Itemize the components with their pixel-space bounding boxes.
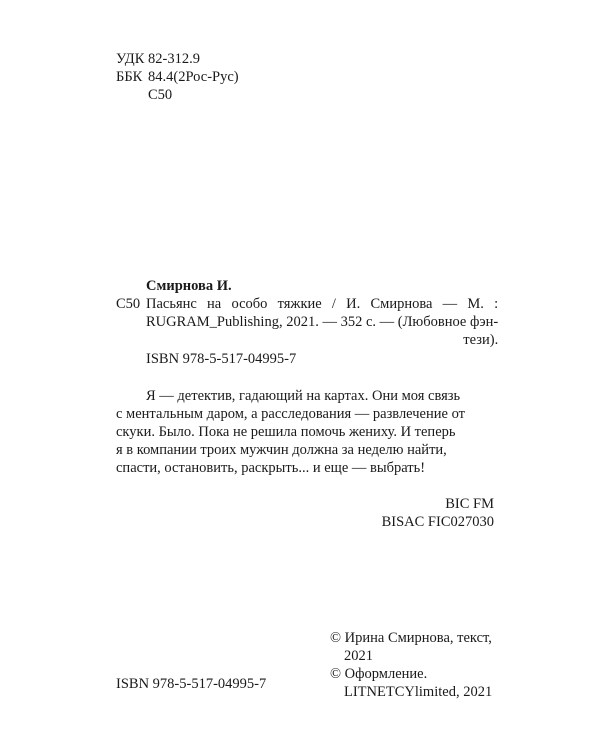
bbk-row: [116, 68, 239, 86]
entry-line: RUGRAM_Publishing, 2021. — 352 с. — (Любовное фэн-: [146, 314, 499, 330]
udk-row: [116, 50, 239, 68]
isbn-bottom: ISBN 978-5-517-04995-7: [116, 676, 267, 692]
author-mark: С50: [148, 87, 173, 103]
annotation-line: я в компании троих мужчин должна за неделю найти,: [116, 442, 447, 458]
annotation-line: скуки. Было. Пока не решила помочь жениху. И теперь: [116, 424, 456, 440]
udk-value: 82-312.9: [148, 51, 200, 67]
entry-description: [146, 295, 498, 349]
annotation-paragraph: [116, 387, 465, 477]
subject-codes: [382, 495, 494, 531]
copyright-block: [330, 629, 492, 701]
bibliographic-entry: [116, 277, 499, 349]
author-heading: Смирнова И.: [146, 278, 232, 294]
classification-block: [116, 50, 239, 104]
bbk-value: 84.4(2Рос-Рус): [148, 69, 239, 85]
copyright-line: LITNETCYlimited, 2021: [344, 684, 493, 700]
bic-code: BIC FM: [445, 496, 494, 512]
bbk-label: ББК: [116, 69, 143, 85]
entry-line: тези).: [463, 332, 499, 348]
entry-author-mark: С50: [116, 296, 141, 312]
isbn-main: ISBN 978-5-517-04995-7: [146, 351, 297, 367]
copyright-line: 2021: [344, 648, 373, 664]
annotation-line: с ментальным даром, а расследования — развлечение от: [116, 406, 465, 422]
copyright-line: © Оформление.: [330, 666, 428, 682]
copyright-line: © Ирина Смирнова, текст,: [330, 630, 492, 646]
annotation-line: спасти, остановить, раскрыть... и еще — выбрать!: [116, 460, 426, 476]
bisac-code: BISAC FIC027030: [381, 514, 494, 530]
entry-row: [116, 295, 499, 349]
annotation-line: Я — детектив, гадающий на картах. Они моя связь: [146, 388, 461, 404]
entry-line: Пасьянс на особо тяжкие / И. Смирнова — М. :: [146, 296, 499, 312]
udk-label: УДК: [116, 51, 145, 67]
